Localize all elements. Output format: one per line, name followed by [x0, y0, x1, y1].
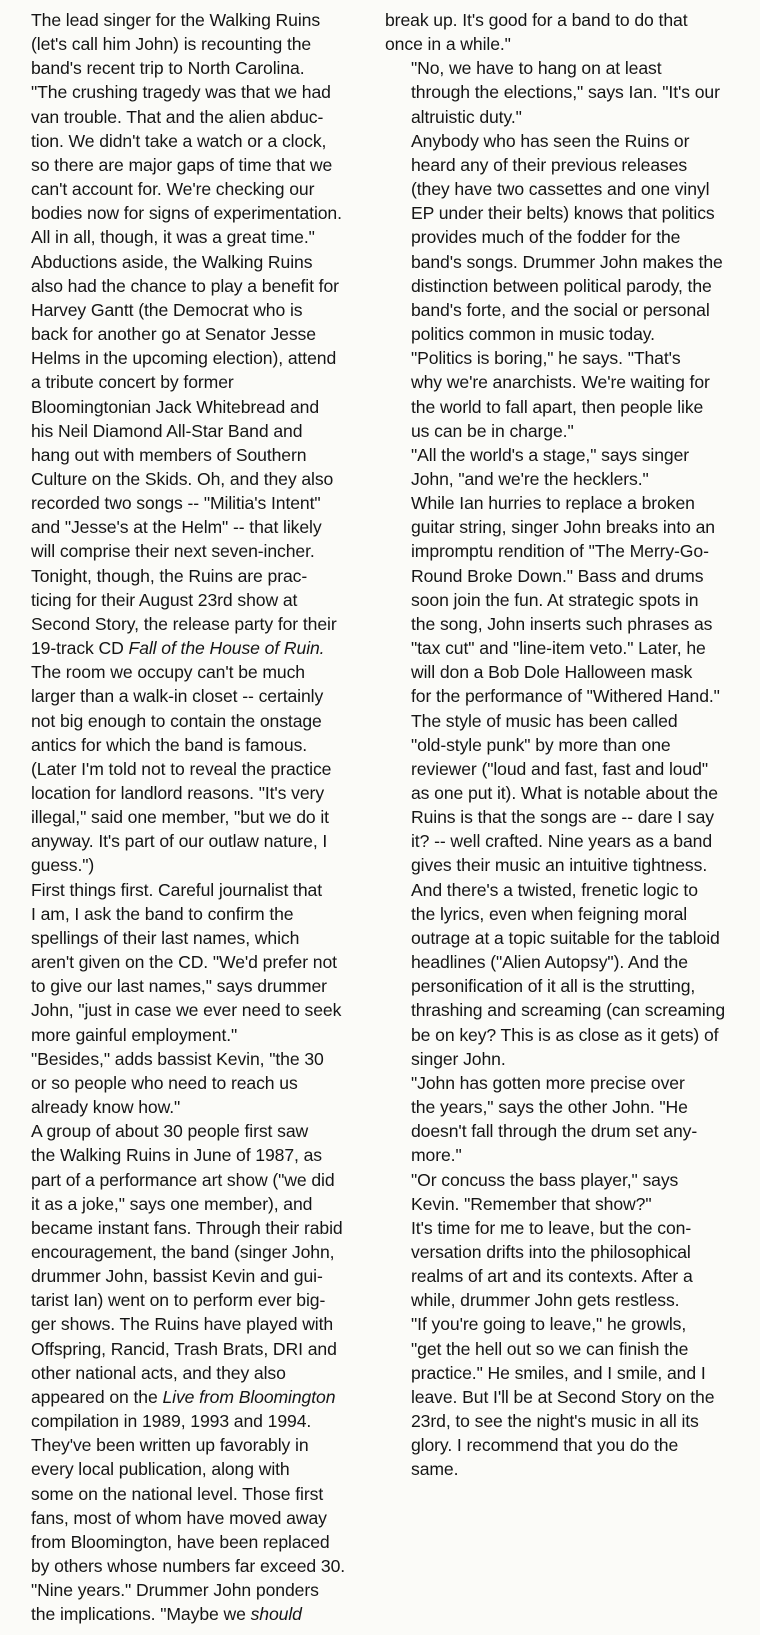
text-line: Round Broke Down." Bass and drums [411, 565, 704, 586]
text-line: realms of art and its contexts. After a [411, 1266, 693, 1287]
text-line: the Walking Ruins in June of 1987, as [31, 1145, 323, 1166]
text-line: Harvey Gantt (the Democrat who is [31, 299, 303, 320]
text-line: recorded two songs -- "Militia's Intent" [31, 493, 321, 514]
article-paragraph [385, 346, 745, 443]
text-line: ticing for their August 23rd show at [31, 589, 298, 610]
article-paragraph [385, 709, 745, 1071]
text-line: so there are major gaps of time that we [31, 154, 333, 175]
text-line: guess.") [31, 855, 95, 876]
text-line: leave. But I'll be at Second Story on the [411, 1386, 715, 1407]
text-line: will don a Bob Dole Halloween mask [411, 662, 693, 683]
text-line: doesn't fall through the drum set any- [411, 1121, 698, 1142]
text-line: every local publication, along with [31, 1459, 290, 1480]
text-line: 23rd, to see the night's music in all its [411, 1411, 699, 1432]
text-segment: the implications. "Maybe we [31, 1604, 251, 1625]
text-line: antics for which the band is famous. [31, 734, 308, 755]
text-line: be on key? This is as close as it gets) of [411, 1024, 719, 1045]
article-paragraph [385, 1071, 745, 1168]
text-line: break up. It's good for a band to do that [385, 10, 688, 30]
text-line: (let's call him John) is recounting the [31, 34, 312, 55]
text-line: Tonight, though, the Ruins are prac- [31, 565, 308, 586]
text-line: fans, most of whom have moved away [31, 1507, 327, 1528]
text-line: the song, John inserts such phrases as [411, 613, 713, 634]
text-line: heard any of their previous releases [411, 154, 688, 175]
text-line: singer John. [411, 1048, 506, 1069]
text-line: anyway. It's part of our outlaw nature, I [31, 831, 328, 852]
italic-title: Live from Bloomington [162, 1386, 336, 1407]
text-line: aren't given on the CD. "We'd prefer not [31, 952, 337, 973]
text-line: "Besides," adds bassist Kevin, "the 30 [31, 1048, 324, 1069]
text-line: illegal," said one member, "but we do it [31, 807, 329, 828]
text-line: I am, I ask the band to confirm the [31, 903, 294, 924]
text-line: provides much of the fodder for the [411, 227, 681, 248]
text-line: location for landlord reasons. "It's very [31, 783, 325, 803]
text-line: They've been written up favorably in [31, 1435, 309, 1456]
text-line: already know how." [31, 1097, 181, 1118]
text-line: glory. I recommend that you do the [411, 1435, 679, 1456]
text-line: guitar string, singer John breaks into an [411, 517, 715, 538]
text-line: band's forte, and the social or personal [411, 299, 710, 320]
text-line: "Politics is boring," he says. "That's [411, 348, 681, 369]
text-line: spellings of their last names, which [31, 927, 300, 948]
text-line: the years," says the other John. "He [411, 1097, 688, 1118]
text-line: Anybody who has seen the Ruins or [411, 130, 690, 151]
italic-title: Fall of the House of Ruin. [128, 638, 325, 659]
text-line: to give our last names," says drummer [31, 976, 327, 997]
text-line: band's songs. Drummer John makes the [411, 251, 723, 272]
text-line: John, "just in case we ever need to seek [31, 1000, 342, 1021]
text-line: The lead singer for the Walking Ruins [31, 10, 321, 30]
text-line: hang out with members of Southern [31, 444, 307, 465]
text-line: part of a performance art show ("we did [31, 1169, 335, 1190]
text-line: van trouble. That and the alien abduc- [31, 106, 324, 127]
text-line: impromptu rendition of "The Merry-Go- [411, 541, 709, 562]
text-line: back for another go at Senator Jesse [31, 324, 316, 345]
text-line: also had the chance to play a benefit for [31, 275, 339, 296]
article-paragraph [5, 1578, 360, 1626]
text-line: why we're anarchists. We're waiting for [411, 372, 710, 393]
text-line: While Ian hurries to replace a broken [411, 493, 695, 514]
text-line: "Nine years." Drummer John ponders [31, 1580, 319, 1601]
text-line: bodies now for signs of experimentation. [31, 203, 342, 224]
article-paragraph [5, 878, 360, 1047]
right-column [385, 8, 745, 1482]
text-line: altruistic duty." [411, 106, 522, 127]
article-paragraph [385, 1168, 745, 1216]
text-line: some on the national level. Those first [31, 1483, 324, 1504]
text-line: same. [411, 1459, 459, 1480]
article-paragraph [385, 56, 745, 128]
article-paragraph [5, 8, 360, 250]
text-line: personification of it all is the strutting, [411, 976, 696, 997]
text-line: the world to fall apart, then people like [411, 396, 704, 417]
text-line: the lyrics, even when feigning moral [411, 903, 688, 924]
text-line: All in all, though, it was a great time." [31, 227, 315, 248]
text-line: gives their music an intuitive tightness. [411, 855, 708, 876]
text-line: became instant fans. Through their rabid [31, 1217, 343, 1238]
text-line: reviewer ("loud and fast, fast and loud" [411, 758, 709, 779]
text-line: drummer John, bassist Kevin and gui- [31, 1266, 323, 1287]
text-line: through the elections," says Ian. "It's our [411, 82, 720, 103]
text-line: "tax cut" and "line-item veto." Later, he [411, 638, 706, 659]
text-line: while, drummer John gets restless. [411, 1290, 680, 1311]
text-line: EP under their belts) knows that politics [411, 203, 715, 224]
text-line: Kevin. "Remember that show?" [411, 1193, 652, 1214]
text-segment: 19-track CD [31, 638, 129, 659]
text-line [5, 1602, 360, 1626]
article-paragraph [385, 8, 745, 56]
article-paragraph [385, 491, 745, 708]
left-column [5, 8, 360, 1626]
text-line: Ruins is that the songs are -- dare I say [411, 807, 714, 828]
text-line: a tribute concert by former [31, 372, 234, 393]
text-line [5, 1385, 360, 1409]
text-line: The style of music has been called [411, 710, 678, 731]
text-line: not big enough to contain the onstage [31, 710, 322, 731]
text-line: tarist Ian) went on to perform ever big- [31, 1290, 326, 1311]
text-line: Abductions aside, the Walking Ruins [31, 251, 313, 272]
text-line: other national acts, and they also [31, 1362, 286, 1383]
text-line: distinction between political parody, the [411, 275, 712, 296]
article-paragraph [5, 564, 360, 878]
text-line: compilation in 1989, 1993 and 1994. [31, 1411, 312, 1432]
text-line: us can be in charge." [411, 420, 574, 441]
text-line: Offspring, Rancid, Trash Brats, DRI and [31, 1338, 337, 1359]
text-line: headlines ("Alien Autopsy"). And the [411, 952, 688, 973]
article-paragraph [385, 443, 745, 491]
text-line: ger shows. The Ruins have played with [31, 1314, 334, 1335]
text-line: practice." He smiles, and I smile, and I [411, 1362, 706, 1383]
text-line: "John has gotten more precise over [411, 1072, 685, 1093]
text-line: Helms in the upcoming election), attend [31, 348, 337, 369]
text-line: more." [411, 1145, 462, 1166]
text-line: it? -- well crafted. Nine years as a band [411, 831, 712, 852]
text-line: and "Jesse's at the Helm" -- that likely [31, 517, 322, 538]
text-line: by others whose numbers far exceed 30. [31, 1556, 346, 1576]
article-paragraph [5, 1119, 360, 1578]
italic-title: should [250, 1604, 302, 1625]
text-line: Bloomingtonian Jack Whitebread and [31, 396, 320, 417]
text-line: his Neil Diamond All-Star Band and [31, 420, 303, 441]
text-line: "get the hell out so we can finish the [411, 1338, 689, 1359]
text-line: will comprise their next seven-incher. [31, 541, 315, 562]
text-segment: appeared on the [31, 1386, 163, 1407]
text-line: Culture on the Skids. Oh, and they also [31, 468, 334, 489]
article-paragraph [385, 1216, 745, 1313]
text-line: outrage at a topic suitable for the tabloid [411, 927, 720, 948]
article-paragraph [385, 129, 745, 346]
article-paragraph [385, 1312, 745, 1481]
text-line: "Or concuss the bass player," says [411, 1169, 679, 1190]
text-line: encouragement, the band (singer John, [31, 1241, 335, 1262]
text-line: The room we occupy can't be much [31, 662, 305, 683]
text-line: can't account for. We're checking our [31, 179, 315, 200]
text-line: as one put it). What is notable about the [411, 783, 718, 803]
text-line: band's recent trip to North Carolina. [31, 58, 305, 79]
text-line: more gainful employment." [31, 1024, 238, 1045]
text-line: (they have two cassettes and one vinyl [411, 179, 710, 200]
article-paragraph [5, 1047, 360, 1119]
text-line: "old-style punk" by more than one [411, 734, 671, 755]
text-line: "No, we have to hang on at least [411, 58, 662, 79]
text-line: versation drifts into the philosophical [411, 1241, 691, 1262]
text-line: tion. We didn't take a watch or a clock, [31, 130, 327, 151]
text-line: "All the world's a stage," says singer [411, 444, 690, 465]
text-line: or so people who need to reach us [31, 1072, 298, 1093]
text-line: "The crushing tragedy was that we had [31, 82, 331, 103]
text-line [5, 636, 360, 660]
text-line: A group of about 30 people first saw [31, 1121, 309, 1142]
text-line: John, "and we're the hecklers." [411, 468, 649, 489]
text-line: soon join the fun. At strategic spots in [411, 589, 699, 610]
text-line: larger than a walk-in closet -- certainly [31, 686, 324, 707]
text-line: once in a while." [385, 34, 511, 55]
text-line: It's time for me to leave, but the con- [411, 1217, 692, 1238]
text-line: thrashing and screaming (can screaming [411, 1000, 726, 1021]
text-line: it as a joke," says one member), and [31, 1193, 313, 1214]
text-line: First things first. Careful journalist that [31, 879, 322, 900]
text-line: (Later I'm told not to reveal the practice [31, 758, 332, 779]
text-line: for the performance of "Withered Hand." [411, 686, 720, 707]
text-line: politics common in music today. [411, 324, 655, 345]
text-line: And there's a twisted, frenetic logic to [411, 879, 698, 900]
text-line: "If you're going to leave," he growls, [411, 1314, 687, 1335]
article-paragraph [5, 250, 360, 564]
text-line: Second Story, the release party for their [31, 613, 337, 634]
text-line: from Bloomington, have been replaced [31, 1531, 330, 1552]
